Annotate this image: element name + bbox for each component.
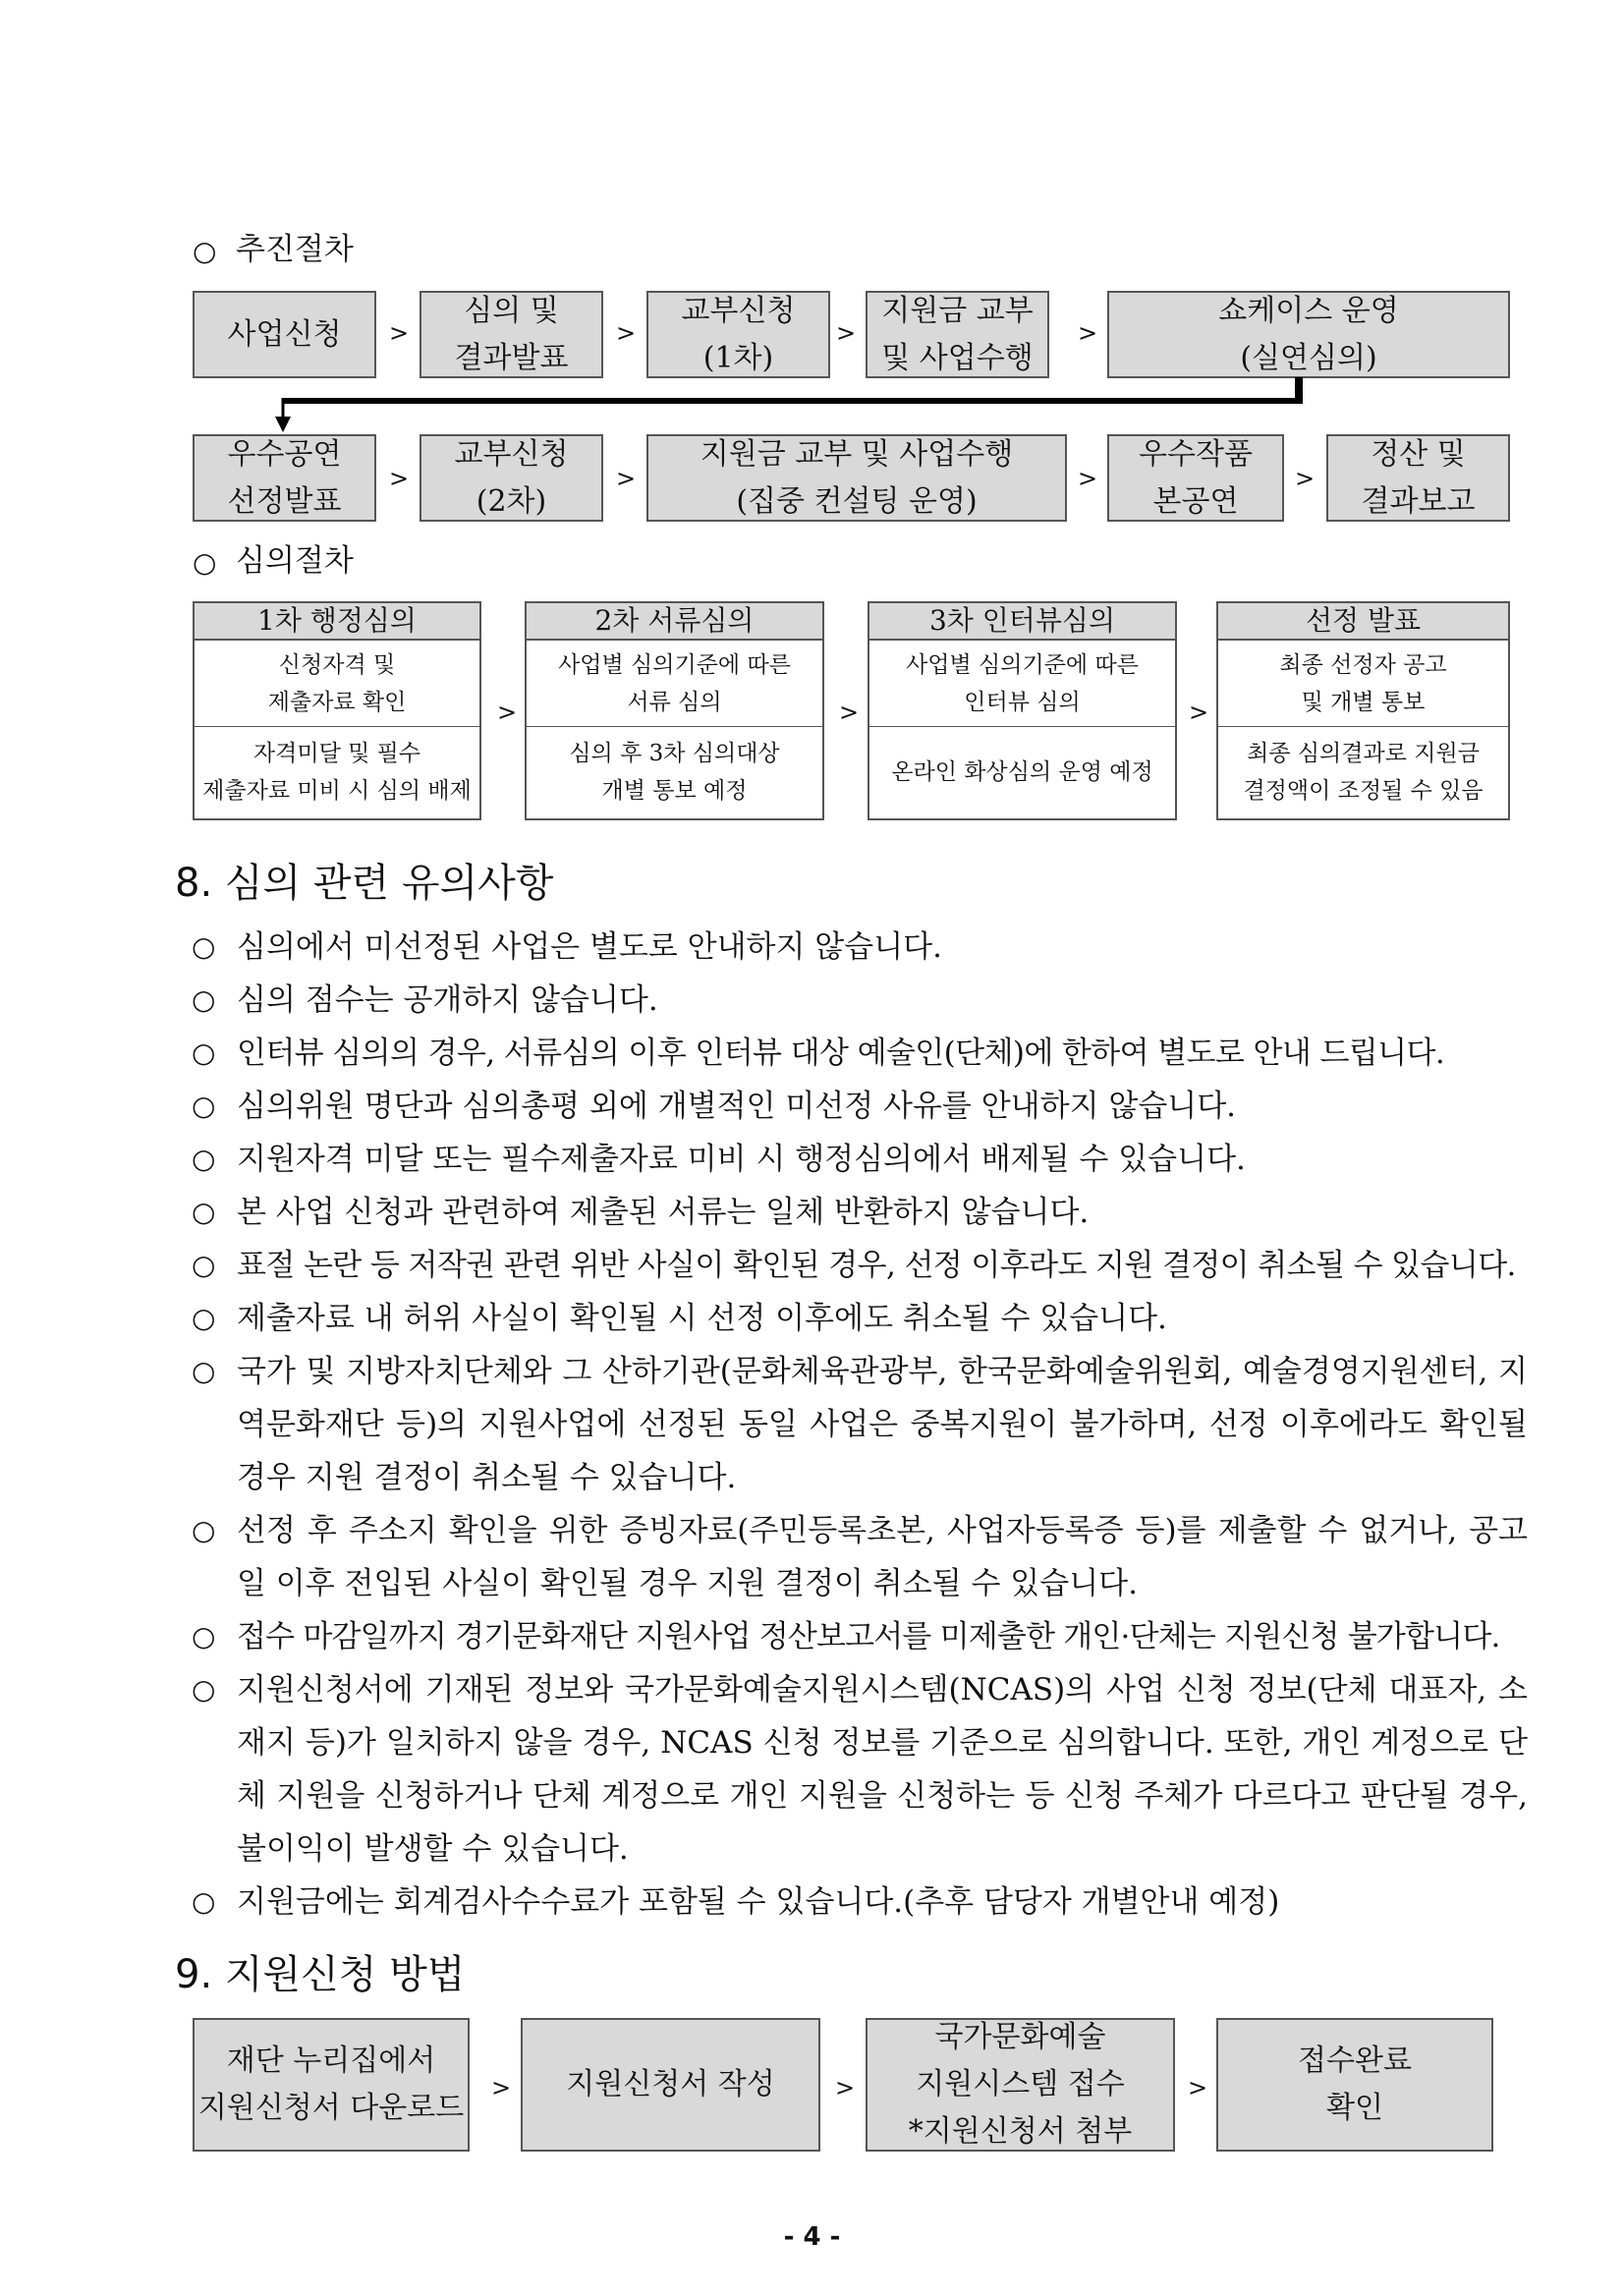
notice-item [192,1133,1528,1186]
notice-text: 제출자료 내 허위 사실이 확인될 시 선정 이후에도 취소될 수 있습니다. [237,1301,1167,1336]
notice-bullet: ○ [192,1355,216,1387]
notice-bullet: ○ [192,1196,216,1228]
apply-step-line: 접수완료 [1298,2044,1412,2078]
notice-item [192,974,1528,1027]
notice-item [192,1345,1528,1504]
flow-box-line: 심의 및 [464,293,559,328]
notice-text: 심의 점수는 공개하지 않습니다. [237,982,658,1018]
apply-step-line: 국가문화예술 [934,2020,1106,2054]
apply-arrow: > [1188,2074,1208,2101]
flow-box-line: (1차) [702,340,774,375]
notice-text: 심의에서 미선정된 사업은 별도로 안내하지 않습니다. [237,929,942,965]
notice-text: 선정 후 주소지 확인을 위한 증빙자료(주민등록초본, 사업자등록증 등)를 제출할 수 없거나, 공고일 이후 전입된 사실이 확인될 경우 지원 결정이 취소될 수 있습니다. [237,1513,1528,1601]
section9-title: 9. 지원신청 방법 [175,1952,466,1997]
page-number: - 4 - [783,2222,841,2252]
review-line: 및 개별 통보 [1301,689,1426,715]
review-line: 서류 심의 [627,689,722,715]
flow-box-line: 사업신청 [227,316,342,352]
flow1-box-grant-request [646,291,830,378]
review-line: 사업별 심의기준에 따른 [558,651,791,678]
review-step-header: 선정 발표 [1218,603,1508,641]
review-line: 신청자격 및 [278,651,396,678]
apply-step-line: 지원시스템 접수 [916,2067,1125,2101]
notice-bullet: ○ [192,1673,216,1706]
apply-step-line: *지원신청서 첨부 [908,2114,1133,2149]
procedure-bullet: ○ [193,235,217,267]
apply-step-write [521,2018,820,2152]
notice-text: 지원금에는 회계검사수수료가 포함될 수 있습니다.(추후 담당자 개별안내 예정) [237,1884,1280,1920]
notice-bullet: ○ [192,1514,216,1546]
review-step-header: 1차 행정심의 [195,603,479,641]
review-step-row1 [527,641,822,727]
notice-text: 접수 마감일까지 경기문화재단 지원사업 정산보고서를 미제출한 개인·단체는 지원신청 불가합니다. [237,1619,1500,1654]
notice-item [192,1186,1528,1239]
notice-bullet: ○ [192,1302,216,1334]
flow-box-line: 우수작품 [1139,436,1253,472]
notice-text: 국가 및 지방자치단체와 그 산하기관(문화체육관광부, 한국문화예술위원회, 예술경영지원센터, 지역문화재단 등)의 지원사업에 선정된 동일 사업은 중복지원이 불가하며, 선정 이후에라도 확인될 경우 지원 결정이 취소될 수 있습니다. [237,1354,1528,1495]
review-arrow: > [497,699,518,726]
review-line: 사업별 심의기준에 따른 [906,651,1139,678]
review-step-row2 [527,727,822,817]
flow-box-line: 정산 및 [1371,436,1466,472]
notice-bullet: ○ [192,1143,216,1175]
flow-box-line: 결과발표 [454,340,569,375]
apply-arrow: > [835,2074,856,2101]
review-step-announcement [1216,601,1510,820]
flow-box-line: 선정발표 [227,483,342,519]
review-line: 결정액이 조정될 수 있음 [1243,778,1484,804]
review-line: 자격미달 및 필수 [252,741,421,766]
review-line: 심의 후 3차 심의대상 [569,741,780,766]
flow-connector-arrow [265,377,1316,436]
flow-box-line: (집중 컨설팅 운영) [736,483,978,519]
review-line: 최종 심의결과로 지원금 [1247,741,1480,766]
apply-step-submit [866,2018,1175,2152]
notice-text: 지원자격 미달 또는 필수제출자료 미비 시 행정심의에서 배제될 수 있습니다. [237,1142,1246,1177]
notice-text: 표절 논란 등 저작권 관련 위반 사실이 확인된 경우, 선정 이후라도 지원 결정이 취소될 수 있습니다. [237,1248,1516,1283]
review-step-interview [868,601,1177,820]
review-step-header: 2차 서류심의 [527,603,822,641]
review-line: 온라인 화상심의 운영 예정 [891,759,1153,785]
flow-arrow: > [1078,319,1098,347]
notice-item [192,1239,1528,1292]
flow1-box-apply [193,291,376,378]
section8-title: 8. 심의 관련 유의사항 [175,861,554,906]
notice-item [192,1080,1528,1133]
notice-item [192,1027,1528,1080]
notice-bullet: ○ [192,1090,216,1122]
flow2-box-main-performance [1107,434,1284,522]
apply-step-line: 지원신청서 작성 [566,2067,775,2101]
flow-arrow: > [1078,465,1098,492]
review-arrow: > [1189,699,1209,726]
flow1-box-showcase [1107,291,1510,378]
apply-step-download [193,2018,470,2152]
review-line: 개별 통보 예정 [601,778,748,804]
flow-box-line: 결과보고 [1361,483,1476,519]
review-step-header: 3차 인터뷰심의 [869,603,1175,641]
review-step-row1 [1218,641,1508,727]
notice-item [192,1504,1528,1610]
review-arrow: > [839,699,860,726]
review-step-row2 [195,727,479,817]
flow1-box-grant-execution [866,291,1049,378]
flow-box-line: 지원금 교부 및 사업수행 [700,436,1014,472]
review-step-row1 [195,641,479,727]
notice-bullet: ○ [192,983,216,1016]
flow2-box-grant-request [420,434,603,522]
notice-text: 본 사업 신청과 관련하여 제출된 서류는 일체 반환하지 않습니다. [237,1195,1090,1230]
review-step-row2 [869,727,1175,817]
flow-box-line: 지원금 교부 [881,293,1034,328]
flow-box-line: 본공연 [1152,483,1239,519]
flow-box-line: 교부신청 [454,436,569,472]
review-step-row1 [869,641,1175,727]
review-line: 최종 선정자 공고 [1279,651,1447,678]
flow-box-line: 쇼케이스 운영 [1218,293,1399,328]
notice-item [192,1663,1528,1876]
flow2-box-consulting [646,434,1067,522]
review-step-document [525,601,824,820]
review-heading: 심의절차 [236,543,354,579]
review-bullet: ○ [193,546,217,579]
notice-item [192,1876,1528,1929]
flow-box-line: 교부신청 [681,293,796,328]
review-step-admin [193,601,481,820]
flow-box-line: (2차) [476,483,547,519]
flow2-box-selection [193,434,376,522]
review-line: 인터뷰 심의 [964,689,1081,715]
notice-text: 지원신청서에 기재된 정보와 국가문화예술지원시스템(NCAS)의 사업 신청 정보(단체 대표자, 소재지 등)가 일치하지 않을 경우, NCAS 신청 정보를 기준으로 심의합니다. 또한, 개인 계정으로 단체 지원을 신청하거나 단체 계정으로 개인 지원을 신청하는 등 신청 주체가 다르다고 판단될 경우, 불이익이 발생할 수 있습니다. [237,1672,1528,1867]
notice-bullet: ○ [192,930,216,963]
flow-arrow: > [1295,465,1316,492]
notice-bullet: ○ [192,1036,216,1069]
notice-bullet: ○ [192,1885,216,1918]
flow-arrow: > [836,319,857,347]
notice-bullet: ○ [192,1249,216,1281]
flow2-box-settlement [1326,434,1510,522]
procedure-heading: 추진절차 [236,232,354,267]
flow-arrow: > [616,319,637,347]
apply-step-line: 지원신청서 다운로드 [197,2091,465,2125]
flow-arrow: > [616,465,637,492]
apply-step-line: 재단 누리집에서 [226,2044,436,2078]
review-step-row2 [1218,727,1508,817]
flow-box-line: (실연심의) [1240,340,1377,375]
notice-text: 심의위원 명단과 심의총평 외에 개별적인 미선정 사유를 안내하지 않습니다. [237,1089,1237,1124]
flow-box-line: 우수공연 [227,436,342,472]
review-line: 제출자료 확인 [267,689,407,715]
notice-text: 인터뷰 심의의 경우, 서류심의 이후 인터뷰 대상 예술인(단체)에 한하여 별도로 안내 드립니다. [237,1036,1445,1071]
notice-bullet: ○ [192,1620,216,1652]
flow-arrow: > [389,465,410,492]
review-line: 제출자료 미비 시 심의 배제 [202,778,472,804]
notice-item [192,1292,1528,1345]
apply-step-line: 확인 [1326,2091,1383,2125]
apply-step-confirm [1216,2018,1493,2152]
notice-item [192,1610,1528,1663]
flow1-box-review [420,291,603,378]
apply-arrow: > [491,2074,512,2101]
flow-arrow: > [389,319,410,347]
notice-item [192,921,1528,974]
flow-box-line: 및 사업수행 [881,340,1034,375]
